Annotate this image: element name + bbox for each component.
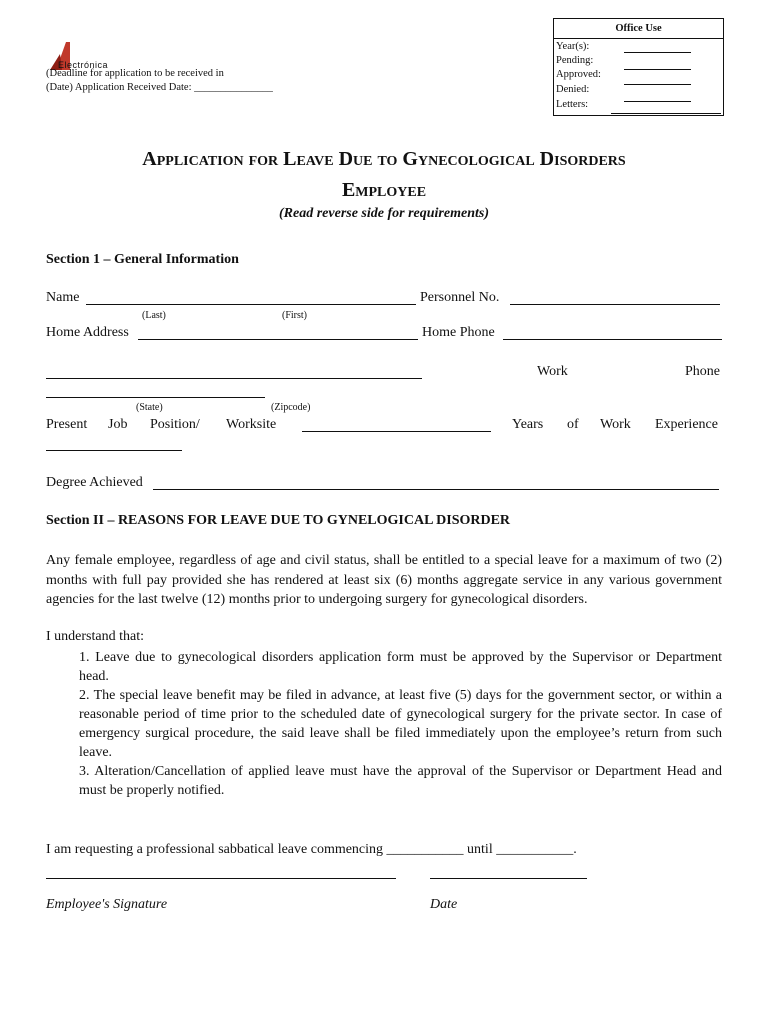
zipcode-label: (Zipcode) [271,402,311,413]
personnel-field[interactable] [510,304,720,305]
understand-label: I understand that: [46,629,144,644]
conditions-list [79,648,722,800]
office-year-label: Year(s): [556,41,590,52]
office-letters-label: Letters: [556,99,589,110]
office-use-title: Office Use [554,19,723,39]
address-line2-field[interactable] [46,378,422,379]
date-field[interactable] [430,878,587,879]
deadline-note: (Deadline for application to be received in [46,68,224,79]
work-label: Work [537,364,568,379]
name-field[interactable] [86,304,416,305]
office-approved-field[interactable] [624,84,691,85]
date-label: Date [430,897,458,912]
name-label: Name [46,290,80,305]
condition-item: 2. The special leave benefit may be filed in advance, at least five (5) days for the government sector, or within a reasonable period of time prior to the scheduled date of gynecological surgery for the private sector. In case of emergency surgical procedure, the said leave shall be filed immediately upon the employee’s return from such leave. [79,688,722,760]
office-pending-field[interactable] [624,69,691,70]
years-experience-field[interactable] [46,450,182,451]
phone-label: Phone [685,364,720,379]
employee-signature-label: Employee's Signature [46,897,168,912]
condition-item: 1. Leave due to gynecological disorders application form must be approved by the Supervisor or Department head. [79,650,722,684]
position-label: Position/ [150,417,200,432]
first-label: (First) [282,310,307,321]
eligibility-paragraph: Any female employee, regardless of age and civil status, shall be entitled to a special leave for a maximum of two (2) months with full pay provided she has rendered at least six (6) months aggregate service in any various government agencies for the last twelve (12) months prior to undergoing surgery for gynecological disorders. [46,553,722,607]
last-label: (Last) [142,310,166,321]
application-received-date: (Date) Application Received Date: _______________ [46,82,273,93]
section2-heading: Section II – REASONS FOR LEAVE DUE TO GYNELOGICAL DISORDER [46,513,511,528]
present-label: Present [46,417,88,432]
worksite-label: Worksite [226,417,277,432]
office-year-field[interactable] [624,52,691,53]
work-experience-label: Work [600,417,631,432]
experience-label: Experience [655,417,718,432]
state-label: (State) [136,402,163,413]
logo-text: Electrónica [58,60,109,70]
office-pending-label: Pending: [556,55,594,66]
of-label: of [567,417,579,432]
office-denied-field[interactable] [624,101,691,102]
home-address-field[interactable] [138,339,418,340]
home-address-label: Home Address [46,325,129,340]
degree-field[interactable] [153,489,719,490]
request-statement: I am requesting a professional sabbatical leave commencing ___________ until ___________. [46,842,577,857]
office-denied-label: Denied: [556,84,590,95]
home-phone-label: Home Phone [422,325,495,340]
degree-label: Degree Achieved [46,475,143,490]
condition-item: 3. Alteration/Cancellation of applied leave must have the approval of the Supervisor or Department Head and must be properly notified. [79,764,722,798]
form-subtitle: (Read reverse side for requirements) [279,206,489,221]
office-approved-label: Approved: [556,69,601,80]
employee-signature-field[interactable] [46,878,396,879]
worksite-field[interactable] [302,431,491,432]
work-phone-field[interactable] [46,397,265,398]
personnel-label: Personnel No. [420,290,500,305]
section1-heading: Section 1 – General Information [46,252,239,267]
years-label: Years [512,417,544,432]
home-phone-field[interactable] [503,339,722,340]
form-title: Application for Leave Due to Gynecological Disorders [142,148,626,170]
office-use-box [553,18,724,116]
form-title-employee: Employee [341,179,427,201]
job-label: Job [108,417,128,432]
office-letters-field[interactable] [611,113,721,114]
